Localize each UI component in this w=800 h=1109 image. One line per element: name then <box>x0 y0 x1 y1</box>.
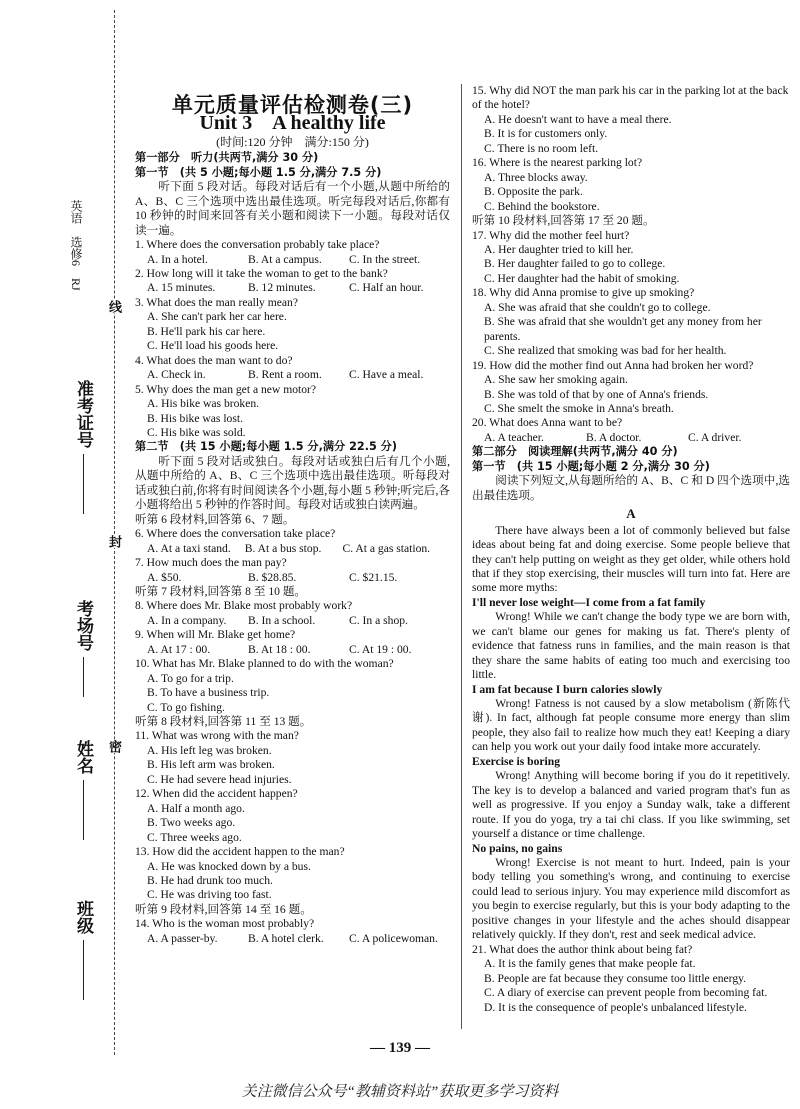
footer-note: 关注微信公众号“教辅资料站”获取更多学习资料 <box>241 1084 559 1100</box>
question-5: 5. Why does the man get a new motor? <box>135 382 317 396</box>
option-3b: B. He'll park his car here. <box>147 324 266 338</box>
column-divider <box>461 84 462 1029</box>
field-room-number: 考场号 <box>70 600 96 697</box>
cut-mark-line: 线 <box>104 300 124 313</box>
options-9: A. At 17 : 00. B. At 18 : 00. C. At 19 : 00. <box>147 642 412 656</box>
question-14: 14. Who is the woman most probably? <box>135 917 315 931</box>
question-13: 13. How did the accident happen to the man? <box>135 845 345 859</box>
right-column <box>472 84 790 1015</box>
question-4: 4. What does the man want to do? <box>135 353 293 367</box>
binding-cut-line <box>114 10 115 1055</box>
question-20: 20. What does Anna want to be? <box>472 416 623 430</box>
option-21a: A. It is the family genes that make people fat. <box>484 957 696 971</box>
material-note-8: 听第 8 段材料,回答第 11 至 13 题。 <box>135 715 312 729</box>
option-13c: C. He was driving too fast. <box>147 888 272 902</box>
question-10: 10. What has Mr. Blake planned to do with the woman? <box>135 657 394 671</box>
myth-4-title: No pains, no gains <box>472 841 563 855</box>
option-12c: C. Three weeks ago. <box>147 830 242 844</box>
option-10c: C. To go fishing. <box>147 700 225 714</box>
option-15a: A. He doesn't want to have a meal there. <box>484 112 672 126</box>
page-number: — 139 — <box>370 1040 430 1056</box>
option-16a: A. Three blocks away. <box>484 170 588 184</box>
part2-sec1-heading: 第一节 (共 15 小题;每小题 2 分,满分 30 分) <box>472 459 710 473</box>
options-7: A. $50. B. $28.85. C. $21.15. <box>147 570 398 584</box>
question-8: 8. Where does Mr. Blake most probably work? <box>135 599 353 613</box>
part1-sec2-instructions: 听下面 5 段对话或独白。每段对话或独白后有几个小题,从题中所给的 A、B、C 三个选项中选出最佳选项。听每段对话或独白前,你将有时间阅读各个小题,每小题 5 秒钟;听完后,各小题将给出 5 秒钟的作答时间。每段对话或独白读两遍。 <box>135 454 450 512</box>
option-11a: A. His left leg was broken. <box>147 743 272 757</box>
part1-sec1-instructions: 听下面 5 段对话。每段对话后有一个小题,从题中所给的 A、B、C 三个选项中选出最佳选项。听完每段对话后,你都有 10 秒钟的时间来回答有关小题和阅读下一小题。每段对话仅读一遍。 <box>135 180 450 237</box>
question-17: 17. Why did the mother feel hurt? <box>472 228 630 242</box>
option-17a: A. Her daughter tried to kill her. <box>484 242 634 256</box>
option-18c: C. She realized that smoking was bad for her health. <box>484 344 727 358</box>
part1-sec1-heading: 第一节 (共 5 小题;每小题 1.5 分,满分 7.5 分) <box>135 165 382 179</box>
question-7: 7. How much does the man pay? <box>135 556 287 570</box>
option-21b: B. People are fat because they consume too little energy. <box>484 971 747 985</box>
binding-margin <box>0 0 120 1060</box>
unit-subtitle: Unit 3 A healthy life <box>199 112 386 135</box>
question-15: 15. Why did NOT the man park his car in the parking lot at the back of the hotel? <box>472 84 789 112</box>
option-16c: C. Behind the bookstore. <box>484 199 600 213</box>
option-11c: C. He had severe head injuries. <box>147 772 292 786</box>
option-21c: C. A diary of exercise can prevent people from becoming fat. <box>484 986 768 1000</box>
options-20: A. A teacher. B. A doctor. C. A driver. <box>484 430 742 444</box>
time-limit: (时间:120 分钟 满分:150 分) <box>216 134 369 149</box>
left-column <box>135 78 450 946</box>
question-2: 2. How long will it take the woman to get to the bank? <box>135 266 388 280</box>
option-10b: B. To have a business trip. <box>147 686 270 700</box>
myth-1-title: I'll never lose weight—I come from a fat family <box>472 595 706 609</box>
field-name: 姓名 <box>70 740 96 840</box>
options-4: A. Check in. B. Rent a room. C. Have a meal. <box>147 368 424 382</box>
passage-intro: There have always been a lot of commonly believed but false ideas about being fat and doing exercise. Some people believe that they can't help putting on weight as they get older, while others hold that if they stop exercising, their muscles will turn into fat. Here are some more myths: <box>472 523 790 595</box>
option-15b: B. It is for customers only. <box>484 127 608 141</box>
option-5b: B. His bike was lost. <box>147 411 243 425</box>
option-11b: B. His left arm was broken. <box>147 758 275 772</box>
option-3c: C. He'll load his goods here. <box>147 339 279 353</box>
option-19b: B. She was told of that by one of Anna's friends. <box>484 387 709 401</box>
material-note-10: 听第 10 段材料,回答第 17 至 20 题。 <box>472 214 655 228</box>
question-6: 6. Where does the conversation take place? <box>135 527 336 541</box>
option-21d: D. It is the consequence of people's unbalanced lifestyle. <box>484 1000 747 1014</box>
option-17c: C. Her daughter had the habit of smoking. <box>484 271 680 285</box>
option-5c: C. His bike was sold. <box>147 425 246 439</box>
option-19c: C. She smelt the smoke in Anna's breath. <box>484 401 674 415</box>
myth-3-title: Exercise is boring <box>472 754 561 768</box>
question-9: 9. When will Mr. Blake get home? <box>135 628 296 642</box>
page-title: 单元质量评估检测卷(三) <box>171 93 414 117</box>
option-3a: A. She can't park her car here. <box>147 310 287 324</box>
option-13a: A. He was knocked down by a bus. <box>147 859 311 873</box>
option-16b: B. Opposite the park. <box>484 185 583 199</box>
options-14: A. A passer-by. B. A hotel clerk. C. A policewoman. <box>147 931 438 945</box>
option-12b: B. Two weeks ago. <box>147 816 236 830</box>
course-label: 英语 选修6 RJ <box>69 200 83 291</box>
options-8: A. In a company. B. In a school. C. In a shop. <box>147 613 408 627</box>
field-class: 班级 <box>70 900 96 1000</box>
option-17b: B. Her daughter failed to go to college. <box>484 257 666 271</box>
part2-heading: 第二部分 阅读理解(共两节,满分 40 分) <box>472 445 678 459</box>
option-13b: B. He had drunk too much. <box>147 874 273 888</box>
cut-mark-secret: 密 <box>104 740 124 753</box>
option-19a: A. She saw her smoking again. <box>484 373 628 387</box>
cut-mark-seal: 封 <box>104 535 124 548</box>
options-6: A. At a taxi stand. B. At a bus stop. C. At a gas station. <box>147 541 431 555</box>
option-10a: A. To go for a trip. <box>147 671 234 685</box>
option-5a: A. His bike was broken. <box>147 397 260 411</box>
question-3: 3. What does the man really mean? <box>135 295 299 309</box>
material-note-6: 听第 6 段材料,回答第 6、7 题。 <box>135 512 295 526</box>
material-note-9: 听第 9 段材料,回答第 14 至 16 题。 <box>135 902 312 916</box>
myth-3-text: Wrong! Anything will become boring if you do it repetitively. The key is to develop a balanced and varied program that's fun as well as progressive. If you enjoy a Sunday walk, take a different route. If you do yoga, try a tai chi class. If you like swimming, set yourself a distance or time challenge. <box>472 769 790 841</box>
myth-2-title: I am fat because I burn calories slowly <box>472 682 663 696</box>
question-16: 16. Where is the nearest parking lot? <box>472 156 643 170</box>
question-1: 1. Where does the conversation probably take place? <box>135 238 380 252</box>
question-19: 19. How did the mother find out Anna had broken her word? <box>472 358 754 372</box>
option-18b: B. She was afraid that she wouldn't get any money from her parents. <box>484 315 762 343</box>
options-2: A. 15 minutes. B. 12 minutes. C. Half an hour. <box>147 281 424 295</box>
myth-4-text: Wrong! Exercise is not meant to hurt. Indeed, pain is your body telling you something's wrong, and continuing to exercise could lead to serious injury. You may experience mild discomfort as you begin to exercise regularly, but this is your body adapting to the positive changes in your lifestyle and the aches should disappear relatively quickly. If they don't, rest and seek medical advice. <box>472 856 790 942</box>
myth-1-text: Wrong! While we can't change the body type we are born with, we can't blame our genes for making us fat. There's plenty of evidence that fatness runs in families, and the main reason is that they share the same habits of eating too much and exercising too little. <box>472 610 790 682</box>
myth-2-text: Wrong! Fatness is not caused by a slow metabolism (新陈代谢). In fact, although fat people consume more energy than slim people, they also fail to realize how much they eat! Keeping a diary can help you work out your daily food intake more accurately. <box>472 697 790 754</box>
question-11: 11. What was wrong with the man? <box>135 729 299 743</box>
option-15c: C. There is no room left. <box>484 141 599 155</box>
options-1: A. In a hotel. B. At a campus. C. In the street. <box>147 252 421 266</box>
question-21: 21. What does the author think about being fat? <box>472 942 693 956</box>
part1-sec2-heading: 第二节 (共 15 小题;每小题 1.5 分,满分 22.5 分) <box>135 440 397 454</box>
option-18a: A. She was afraid that she couldn't go to college. <box>484 300 711 314</box>
field-exam-number: 准考证号 <box>70 380 96 514</box>
material-note-7: 听第 7 段材料,回答第 8 至 10 题。 <box>135 584 307 598</box>
question-18: 18. Why did Anna promise to give up smoking? <box>472 286 695 300</box>
question-12: 12. When did the accident happen? <box>135 787 298 801</box>
part2-instructions: 阅读下列短文,从每题所给的 A、B、C 和 D 四个选项中,选出最佳选项。 <box>472 474 790 502</box>
part1-heading: 第一部分 听力(共两节,满分 30 分) <box>135 151 319 165</box>
option-12a: A. Half a month ago. <box>147 801 245 815</box>
passage-title: A <box>626 506 636 522</box>
